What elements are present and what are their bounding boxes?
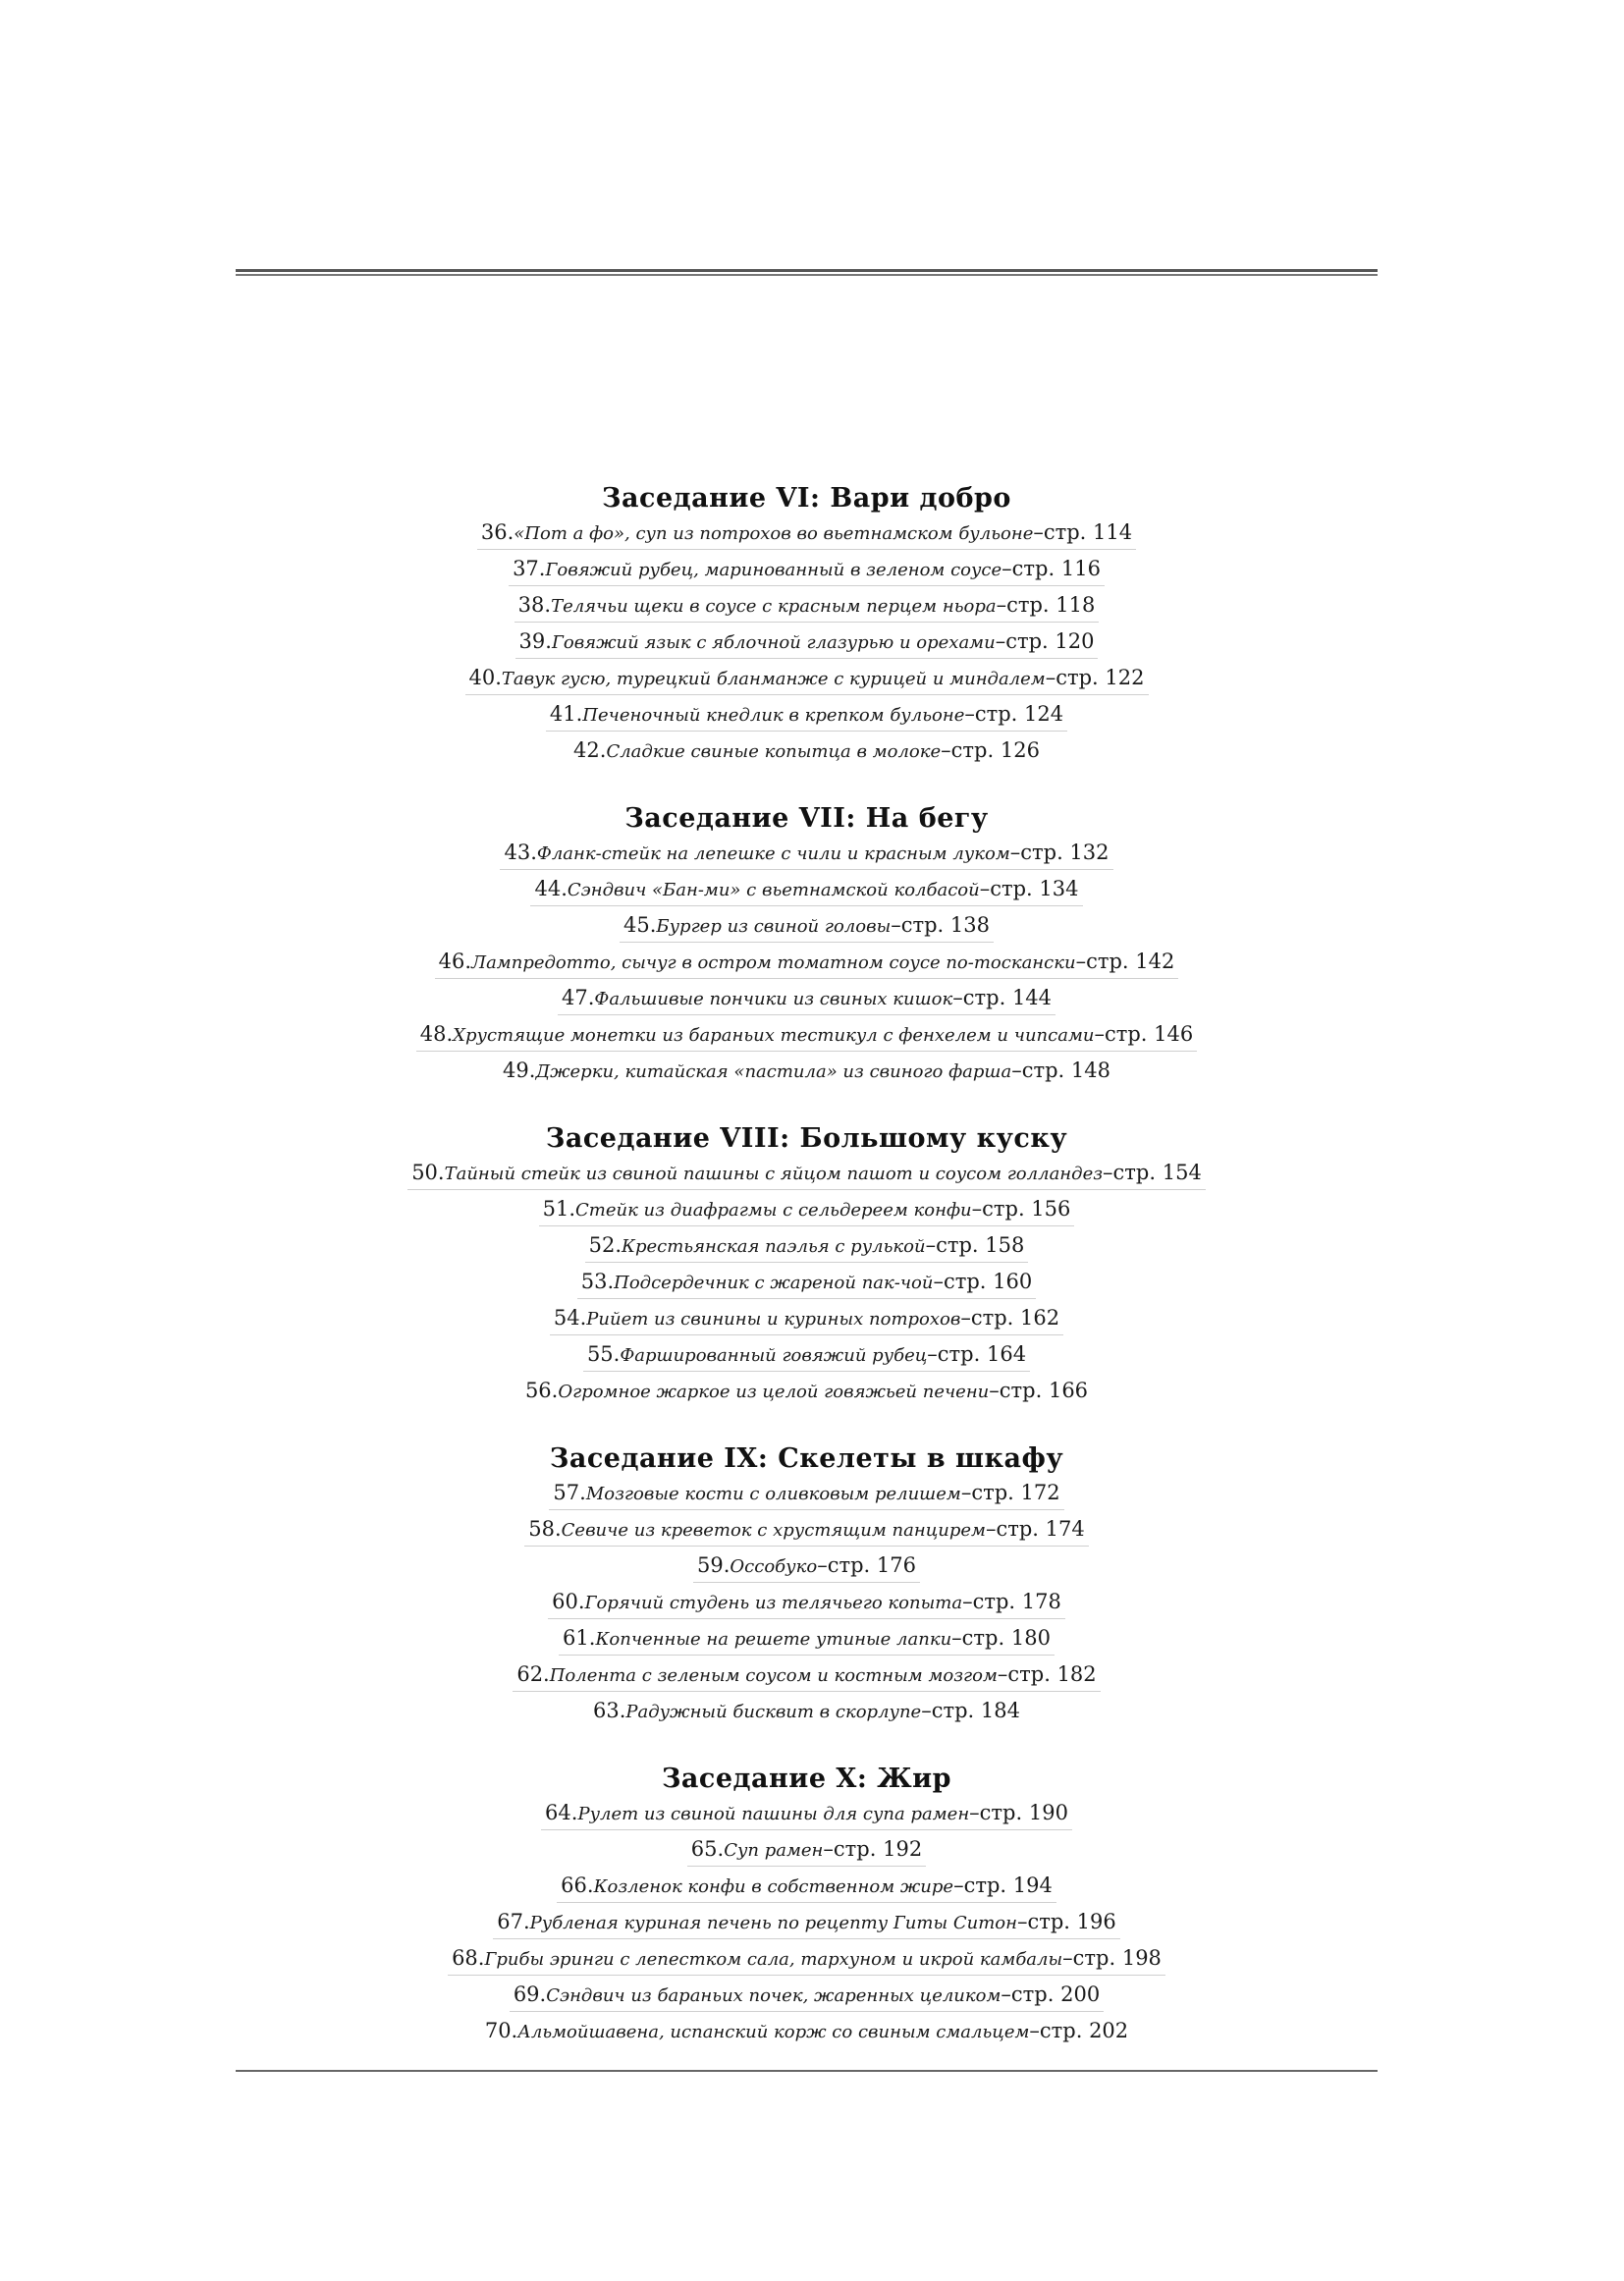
entry-title: Севиче из креветок с хрустящим панцирем bbox=[561, 1520, 986, 1541]
table-of-contents bbox=[236, 479, 1378, 2080]
toc-entry[interactable] bbox=[416, 1019, 1197, 1052]
entry-dash: – bbox=[985, 1517, 997, 1541]
entry-title: Фланк-стейк на лепешке с чили и красным луком bbox=[536, 843, 1010, 864]
entry-dash: – bbox=[995, 629, 1006, 653]
entry-dash: – bbox=[953, 1874, 964, 1897]
toc-entry[interactable] bbox=[687, 1834, 926, 1867]
entry-page: стр. 184 bbox=[931, 1699, 1020, 1722]
entry-number: 64. bbox=[545, 1801, 578, 1824]
entry-dash: – bbox=[996, 593, 1007, 617]
entry-number: 36. bbox=[480, 520, 514, 544]
entry-number: 68. bbox=[452, 1946, 485, 1970]
entry-number: 51. bbox=[542, 1197, 575, 1221]
entry-title: Рулет из свиной пашины для супа рамен bbox=[577, 1804, 970, 1824]
entry-dash: – bbox=[941, 738, 951, 762]
toc-entry[interactable] bbox=[589, 1696, 1024, 1727]
section-title: Заседание X: Жир bbox=[661, 1764, 952, 1794]
toc-entry[interactable] bbox=[583, 1339, 1030, 1372]
entry-page: стр. 142 bbox=[1086, 950, 1175, 973]
entry-title: Лампредотто, сычуг в остром томатном соусе по-тоскански bbox=[471, 952, 1076, 973]
entry-page: стр. 180 bbox=[961, 1626, 1051, 1650]
entry-number: 70. bbox=[484, 2019, 518, 2042]
entry-number: 60. bbox=[552, 1590, 585, 1613]
entry-title: Бургер из свиной головы bbox=[656, 916, 892, 937]
toc-entry[interactable] bbox=[569, 735, 1044, 767]
entry-dash: – bbox=[921, 1699, 932, 1722]
entry-title: Подсердечник с жареной пак-чой bbox=[614, 1273, 934, 1293]
entry-page: стр. 200 bbox=[1010, 1982, 1101, 2006]
entry-dash: – bbox=[962, 1590, 973, 1613]
entry-dash: – bbox=[951, 1626, 962, 1650]
toc-entry[interactable] bbox=[514, 590, 1100, 623]
entry-dash: – bbox=[817, 1553, 828, 1577]
entry-title: Фальшивые пончики из свиных кишок bbox=[594, 989, 953, 1009]
entry-number: 66. bbox=[561, 1874, 594, 1897]
toc-entry[interactable] bbox=[435, 947, 1179, 979]
toc-entry[interactable] bbox=[521, 1376, 1092, 1407]
entry-title: Грибы эринги с лепестком сала, тархуном и икрой камбалы bbox=[484, 1949, 1063, 1970]
entry-title: Суп рамен bbox=[724, 1840, 824, 1861]
entry-page: стр. 162 bbox=[970, 1306, 1060, 1330]
entry-number: 62. bbox=[516, 1662, 550, 1686]
section-viii bbox=[236, 1119, 1378, 1407]
entry-number: 38. bbox=[517, 593, 552, 617]
toc-entry[interactable] bbox=[524, 1514, 1088, 1547]
toc-entry[interactable] bbox=[448, 1943, 1165, 1976]
entry-number: 49. bbox=[503, 1059, 536, 1082]
entry-dash: – bbox=[964, 702, 975, 726]
entry-title: Сэндвич «Бан-ми» с вьетнамской колбасой bbox=[567, 880, 980, 900]
toc-entry[interactable] bbox=[539, 1194, 1075, 1226]
entry-dash: – bbox=[925, 1233, 937, 1257]
entry-page: стр. 194 bbox=[963, 1874, 1053, 1897]
entry-dash: – bbox=[1094, 1022, 1105, 1046]
toc-entry[interactable] bbox=[465, 663, 1149, 695]
entry-dash: – bbox=[997, 1662, 1008, 1686]
entry-number: 48. bbox=[419, 1022, 454, 1046]
section-title: Заседание VI: Вари добро bbox=[602, 483, 1011, 514]
entry-title: Тавук гусю, турецкий бланманже с курицей и миндалем bbox=[501, 669, 1046, 689]
toc-entry[interactable] bbox=[530, 874, 1082, 906]
entry-title: Говяжий язык с яблочной глазурью и орехами bbox=[551, 632, 996, 653]
entry-number: 69. bbox=[513, 1982, 547, 2006]
entry-number: 56. bbox=[524, 1379, 559, 1402]
entry-dash: – bbox=[1029, 2019, 1040, 2042]
entry-dash: – bbox=[933, 1270, 944, 1293]
entry-title: Фаршированный говяжий рубец bbox=[620, 1345, 928, 1366]
entry-dash: – bbox=[952, 986, 963, 1009]
entry-page: стр. 118 bbox=[1006, 593, 1096, 617]
entry-number: 50. bbox=[411, 1161, 445, 1184]
entry-title: Копченные на решете утиные лапки bbox=[595, 1629, 952, 1650]
entry-dash: – bbox=[1062, 1946, 1073, 1970]
entry-title: Козленок конфи в собственном жире bbox=[593, 1876, 954, 1897]
entry-dash: – bbox=[1011, 1059, 1022, 1082]
entry-page: стр. 192 bbox=[833, 1837, 923, 1861]
toc-entry[interactable] bbox=[546, 699, 1067, 732]
entry-number: 40. bbox=[468, 666, 502, 689]
toc-entry[interactable] bbox=[513, 1659, 1100, 1692]
entry-number: 42. bbox=[573, 738, 607, 762]
entry-dash: – bbox=[979, 877, 991, 900]
toc-entry[interactable] bbox=[493, 1907, 1120, 1939]
entry-title: Сэндвич из бараньих почек, жаренных целиком bbox=[546, 1985, 1001, 2006]
entry-dash: – bbox=[960, 1306, 971, 1330]
entry-title: Рубленая куриная печень по рецепту Гиты Ситон bbox=[529, 1913, 1017, 1933]
entry-number: 63. bbox=[593, 1699, 626, 1722]
entry-dash: – bbox=[1016, 1910, 1028, 1933]
entry-page: стр. 172 bbox=[971, 1481, 1060, 1504]
entry-page: стр. 190 bbox=[979, 1801, 1068, 1824]
entry-dash: – bbox=[1001, 557, 1012, 580]
entry-number: 54. bbox=[553, 1306, 587, 1330]
entry-page: стр. 120 bbox=[1005, 629, 1095, 653]
entry-title: Сладкие свиные копытца в молоке bbox=[606, 741, 942, 762]
entry-number: 53. bbox=[580, 1270, 615, 1293]
entry-page: стр. 134 bbox=[990, 877, 1079, 900]
entry-dash: – bbox=[1033, 520, 1044, 544]
entry-dash: – bbox=[823, 1837, 834, 1861]
entry-number: 61. bbox=[563, 1626, 596, 1650]
entry-page: стр. 202 bbox=[1039, 2019, 1129, 2042]
entry-title: Полента с зеленым соусом и костным мозгом bbox=[549, 1665, 998, 1686]
toc-entry[interactable] bbox=[620, 910, 994, 943]
entry-number: 59. bbox=[697, 1553, 731, 1577]
entry-number: 47. bbox=[561, 986, 595, 1009]
toc-entry[interactable] bbox=[500, 838, 1112, 870]
entry-number: 39. bbox=[518, 629, 552, 653]
top-rule bbox=[236, 269, 1378, 276]
entry-number: 58. bbox=[528, 1517, 562, 1541]
toc-entry[interactable] bbox=[407, 1158, 1206, 1190]
entry-page: стр. 132 bbox=[1020, 841, 1110, 864]
entry-page: стр. 178 bbox=[972, 1590, 1061, 1613]
toc-entry[interactable] bbox=[499, 1056, 1114, 1087]
entry-page: стр. 196 bbox=[1027, 1910, 1116, 1933]
toc-entry[interactable] bbox=[550, 1303, 1063, 1335]
entry-title: Крестьянская паэлья с рулькой bbox=[622, 1236, 926, 1257]
section-title: Заседание VII: На бегу bbox=[624, 803, 989, 834]
entry-page: стр. 138 bbox=[900, 913, 990, 937]
toc-entry[interactable] bbox=[693, 1550, 920, 1583]
entry-number: 45. bbox=[623, 913, 657, 937]
entry-dash: – bbox=[1075, 950, 1087, 973]
entry-page: стр. 126 bbox=[950, 738, 1040, 762]
entry-title: Тайный стейк из свиной пашины с яйцом пашот и соусом голландез bbox=[444, 1164, 1104, 1184]
entry-page: стр. 124 bbox=[974, 702, 1064, 726]
entry-number: 46. bbox=[438, 950, 472, 973]
toc-entry[interactable] bbox=[515, 626, 1099, 659]
entry-title: Говяжий рубец, маринованный в зеленом соусе bbox=[545, 560, 1002, 580]
entry-dash: – bbox=[1045, 666, 1056, 689]
bottom-rule bbox=[236, 2070, 1378, 2072]
toc-entry[interactable] bbox=[510, 1980, 1104, 2012]
entry-number: 44. bbox=[534, 877, 568, 900]
toc-entry[interactable] bbox=[477, 517, 1136, 550]
entry-dash: – bbox=[891, 913, 901, 937]
entry-page: стр. 176 bbox=[827, 1553, 916, 1577]
entry-number: 43. bbox=[504, 841, 537, 864]
entry-number: 57. bbox=[553, 1481, 586, 1504]
entry-title: Альмойшавена, испанский корж со свиным смальцем bbox=[517, 2022, 1030, 2042]
entry-title: «Пот а фо», суп из потрохов во вьетнамском бульоне bbox=[514, 523, 1034, 544]
entry-title: Джерки, китайская «пастила» из свиного фарша bbox=[535, 1061, 1012, 1082]
entry-page: стр. 198 bbox=[1072, 1946, 1162, 1970]
entry-page: стр. 146 bbox=[1104, 1022, 1194, 1046]
toc-entry[interactable] bbox=[481, 2016, 1132, 2047]
toc-entry[interactable] bbox=[585, 1230, 1029, 1263]
entry-title: Оссобуко bbox=[730, 1556, 818, 1577]
toc-entry[interactable] bbox=[577, 1267, 1037, 1299]
entry-dash: – bbox=[1009, 841, 1021, 864]
entry-page: стр. 144 bbox=[962, 986, 1053, 1009]
toc-entry[interactable] bbox=[558, 983, 1056, 1015]
toc-entry[interactable] bbox=[549, 1478, 1063, 1510]
toc-entry[interactable] bbox=[559, 1623, 1055, 1656]
entry-number: 65. bbox=[690, 1837, 725, 1861]
entry-page: стр. 166 bbox=[999, 1379, 1089, 1402]
entry-number: 52. bbox=[588, 1233, 623, 1257]
section-title: Заседание IX: Скелеты в шкафу bbox=[549, 1443, 1064, 1474]
entry-number: 55. bbox=[586, 1342, 621, 1366]
entry-title: Горячий студень из телячьего копыта bbox=[584, 1593, 963, 1613]
entry-page: стр. 174 bbox=[996, 1517, 1085, 1541]
entry-page: стр. 182 bbox=[1007, 1662, 1097, 1686]
entry-dash: – bbox=[1103, 1161, 1113, 1184]
entry-page: стр. 164 bbox=[937, 1342, 1027, 1366]
entry-dash: – bbox=[927, 1342, 938, 1366]
section-ix bbox=[236, 1439, 1378, 1727]
entry-page: стр. 148 bbox=[1021, 1059, 1110, 1082]
entry-page: стр. 116 bbox=[1011, 557, 1101, 580]
entry-number: 37. bbox=[513, 557, 546, 580]
entry-title: Печеночный кнедлик в крепком бульоне bbox=[582, 705, 965, 726]
section-vii bbox=[236, 799, 1378, 1087]
entry-dash: – bbox=[1001, 1982, 1011, 2006]
toc-entry[interactable] bbox=[548, 1587, 1065, 1619]
entry-number: 41. bbox=[549, 702, 583, 726]
section-title: Заседание VIII: Большому куску bbox=[545, 1123, 1068, 1154]
entry-dash: – bbox=[969, 1801, 980, 1824]
entry-title: Стейк из диафрагмы с сельдереем конфи bbox=[575, 1200, 972, 1221]
toc-entry[interactable] bbox=[541, 1798, 1072, 1830]
entry-page: стр. 156 bbox=[982, 1197, 1071, 1221]
entry-title: Радужный бисквит в скорлупе bbox=[625, 1702, 922, 1722]
toc-entry[interactable] bbox=[557, 1871, 1056, 1903]
entry-title: Мозговые кости с оливковым релишем bbox=[585, 1484, 961, 1504]
entry-page: стр. 158 bbox=[936, 1233, 1025, 1257]
entry-title: Огромное жаркое из целой говяжьей печени bbox=[558, 1382, 990, 1402]
section-vi bbox=[236, 479, 1378, 767]
entry-title: Рийет из свинины и куриных потрохов bbox=[586, 1309, 961, 1330]
entry-title: Телячьи щеки в соусе с красным перцем ньора bbox=[551, 596, 997, 617]
entry-page: стр. 154 bbox=[1112, 1161, 1202, 1184]
toc-entry[interactable] bbox=[509, 554, 1105, 586]
entry-dash: – bbox=[989, 1379, 1000, 1402]
entry-page: стр. 122 bbox=[1056, 666, 1145, 689]
entry-page: стр. 114 bbox=[1043, 520, 1133, 544]
entry-dash: – bbox=[971, 1197, 983, 1221]
entry-page: стр. 160 bbox=[943, 1270, 1033, 1293]
entry-number: 67. bbox=[497, 1910, 530, 1933]
entry-dash: – bbox=[960, 1481, 972, 1504]
entry-title: Хрустящие монетки из бараньих тестикул с фенхелем и чипсами bbox=[453, 1025, 1095, 1046]
section-x bbox=[236, 1760, 1378, 2047]
